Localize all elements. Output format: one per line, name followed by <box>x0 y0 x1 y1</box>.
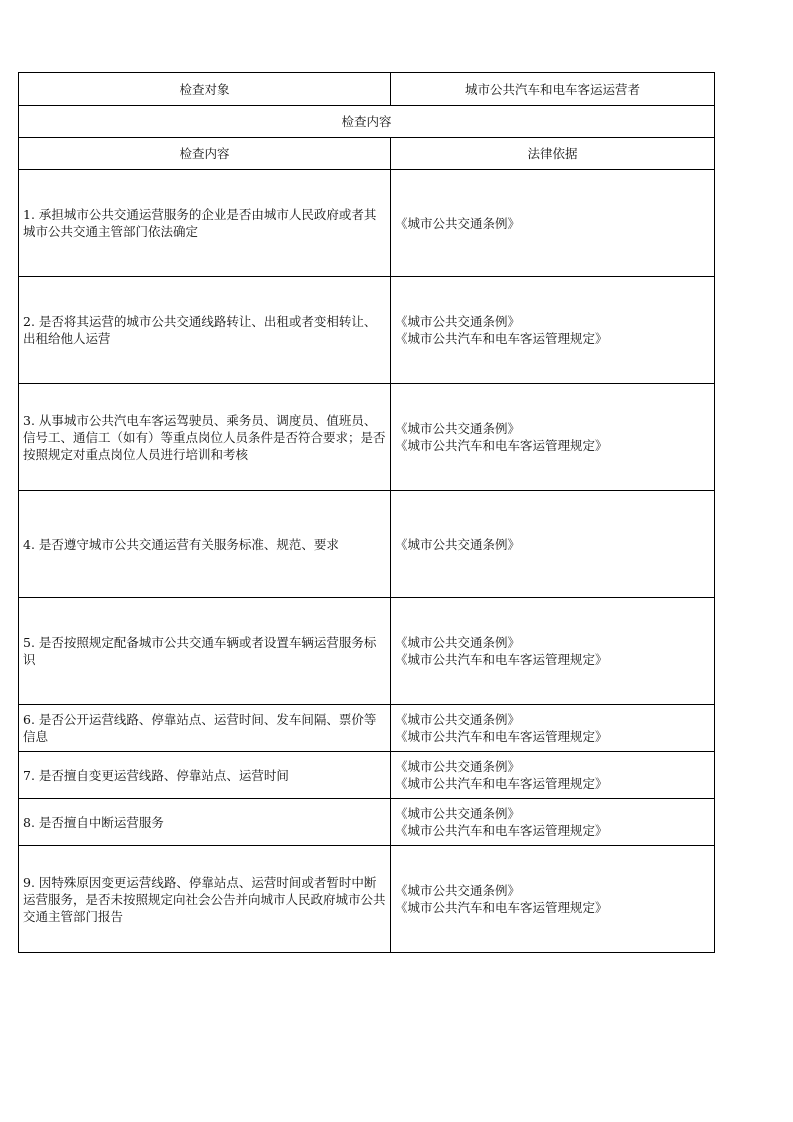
table-row <box>19 384 715 491</box>
basis-line: 《城市公共汽车和电车客运管理规定》 <box>395 729 608 744</box>
table-row <box>19 277 715 384</box>
basis-line: 《城市公共交通条例》 <box>395 421 521 436</box>
object-value: 城市公共汽车和电车客运运营者 <box>391 73 715 106</box>
table-row <box>19 598 715 705</box>
item-basis <box>391 277 715 384</box>
basis-line: 《城市公共汽车和电车客运管理规定》 <box>395 900 608 915</box>
table-row <box>19 846 715 953</box>
table-row <box>19 170 715 277</box>
basis-line: 《城市公共交通条例》 <box>395 712 521 727</box>
column-header-content: 检查内容 <box>19 138 391 170</box>
item-content: 3. 从事城市公共汽电车客运驾驶员、乘务员、调度员、值班员、信号工、通信工（如有）等重点岗位人员条件是否符合要求；是否按照规定对重点岗位人员进行培训和考核 <box>19 384 391 491</box>
item-basis <box>391 491 715 598</box>
item-rows <box>19 170 715 953</box>
table-row <box>19 705 715 752</box>
item-basis <box>391 846 715 953</box>
basis-line: 《城市公共汽车和电车客运管理规定》 <box>395 776 608 791</box>
basis-line: 《城市公共交通条例》 <box>395 759 521 774</box>
table-row <box>19 799 715 846</box>
table-row <box>19 491 715 598</box>
section-title-row <box>19 106 715 138</box>
object-label: 检查对象 <box>19 73 391 106</box>
table-row <box>19 752 715 799</box>
item-content: 6. 是否公开运营线路、停靠站点、运营时间、发车间隔、票价等信息 <box>19 705 391 752</box>
column-header-row <box>19 138 715 170</box>
item-basis <box>391 752 715 799</box>
basis-line: 《城市公共交通条例》 <box>395 635 521 650</box>
item-basis <box>391 170 715 277</box>
basis-line: 《城市公共汽车和电车客运管理规定》 <box>395 331 608 346</box>
inspection-table <box>18 72 715 953</box>
basis-line: 《城市公共交通条例》 <box>395 215 521 231</box>
section-title: 检查内容 <box>19 106 715 138</box>
basis-line: 《城市公共交通条例》 <box>395 883 521 898</box>
basis-line: 《城市公共汽车和电车客运管理规定》 <box>395 652 608 667</box>
item-basis <box>391 598 715 705</box>
item-content: 5. 是否按照规定配备城市公共交通车辆或者设置车辆运营服务标识 <box>19 598 391 705</box>
item-content: 2. 是否将其运营的城市公共交通线路转让、出租或者变相转让、出租给他人运营 <box>19 277 391 384</box>
column-header-basis: 法律依据 <box>391 138 715 170</box>
basis-line: 《城市公共汽车和电车客运管理规定》 <box>395 823 608 838</box>
item-content: 7. 是否擅自变更运营线路、停靠站点、运营时间 <box>19 752 391 799</box>
item-content: 4. 是否遵守城市公共交通运营有关服务标准、规范、要求 <box>19 491 391 598</box>
item-content: 1. 承担城市公共交通运营服务的企业是否由城市人民政府或者其城市公共交通主管部门依法确定 <box>19 170 391 277</box>
item-content: 8. 是否擅自中断运营服务 <box>19 799 391 846</box>
basis-line: 《城市公共交通条例》 <box>395 314 521 329</box>
item-basis <box>391 384 715 491</box>
item-content: 9. 因特殊原因变更运营线路、停靠站点、运营时间或者暂时中断运营服务，是否未按照规定向社会公告并向城市人民政府城市公共交通主管部门报告 <box>19 846 391 953</box>
item-basis <box>391 799 715 846</box>
basis-line: 《城市公共交通条例》 <box>395 536 521 552</box>
item-basis <box>391 705 715 752</box>
basis-line: 《城市公共交通条例》 <box>395 806 521 821</box>
object-row <box>19 73 715 106</box>
basis-line: 《城市公共汽车和电车客运管理规定》 <box>395 438 608 453</box>
